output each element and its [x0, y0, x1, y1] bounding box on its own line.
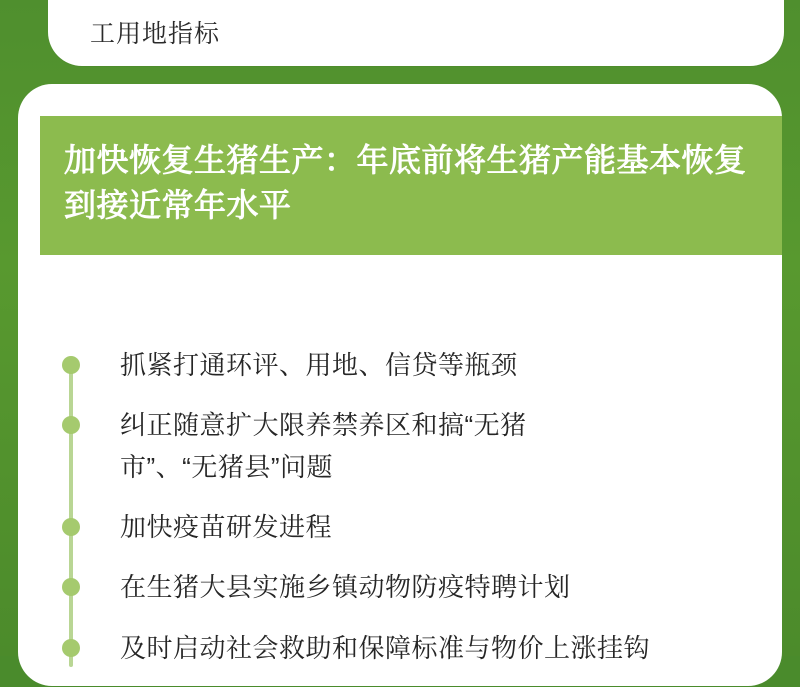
list-item: [62, 344, 772, 386]
bullet-dot-icon: [62, 578, 80, 596]
bullet-dot-icon: [62, 639, 80, 657]
section-banner: [40, 116, 782, 255]
main-card: [18, 84, 782, 686]
top-card: [48, 0, 784, 66]
top-card-label: 工用地指标: [90, 20, 221, 48]
list-item-label: 加快疫苗研发进程: [120, 512, 333, 543]
list-item-label: 纠正随意扩大限养禁养区和搞“无猪: [120, 410, 527, 441]
bullet-dot-icon: [62, 416, 80, 434]
bullet-dot-icon: [62, 356, 80, 374]
bullet-list: [62, 344, 772, 687]
list-item: [62, 506, 772, 548]
list-item: [62, 627, 772, 669]
list-item: [62, 566, 772, 608]
list-item: [62, 404, 772, 488]
list-item-label-continued: 市”、“无猪县”问题: [120, 452, 333, 483]
list-item-label: 及时启动社会救助和保障标准与物价上涨挂钩: [120, 632, 651, 663]
section-title: 加快恢复生猪生产：年底前将生猪产能基本恢复到接近常年水平: [64, 142, 747, 224]
list-item-label: 抓紧打通环评、用地、信贷等瓶颈: [120, 350, 518, 380]
bullet-dot-icon: [62, 518, 80, 536]
list-item-label: 在生猪大县实施乡镇动物防疫特聘计划: [120, 572, 571, 603]
